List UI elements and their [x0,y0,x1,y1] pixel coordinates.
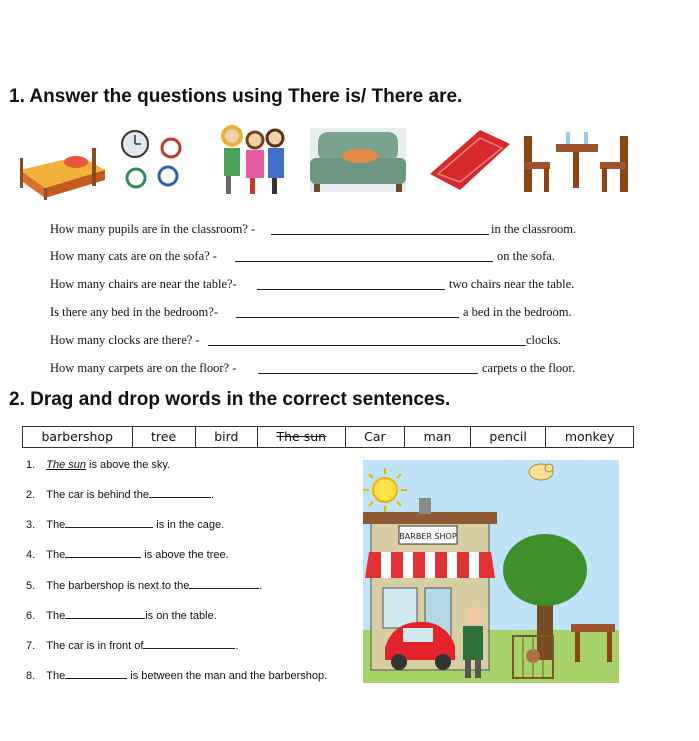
section-1-title: 1. Answer the questions using There is/ There are. [9,86,463,107]
carpet-picture [430,130,510,190]
answer-suffix-2: on the sofa. [497,249,555,263]
pictures-row [10,118,650,200]
sentence-4-blank[interactable] [65,557,141,558]
answer-suffix-1: in the classroom. [491,222,577,236]
answer-blank-1[interactable] [271,234,489,235]
sentence-2-blank[interactable] [149,497,211,498]
sentence-number: 1. [26,459,36,471]
answer-blank-5[interactable] [208,345,526,346]
sentence-6-blank[interactable] [65,618,145,619]
sentence-6 [26,610,217,622]
sofa-with-cat-picture [310,128,406,192]
bed-picture [20,148,105,200]
sentence-2-text: The car is behind the [46,489,149,501]
answer-suffix-6: carpets o the floor. [482,361,576,375]
sentence-5 [26,580,262,592]
sentence-number: 7. [26,640,36,652]
sentence-7-blank[interactable] [143,648,235,649]
answer-blank-3[interactable] [257,289,445,290]
answer-blank-4[interactable] [236,317,459,318]
sentence-number: 4. [26,549,36,561]
word-pencil[interactable]: pencil [471,427,546,447]
question-6: How many carpets are on the floor? - [50,361,237,375]
sentence-8-end: is between the man and the barbershop. [130,670,328,682]
sentence-6-end: is on the table. [145,610,217,622]
sentence-2-end: . [210,489,215,501]
answer-suffix-3: two chairs near the table. [449,277,575,291]
sentence-7-end: . [235,640,239,652]
sentence-5-blank[interactable] [189,588,259,589]
sentence-3 [26,519,224,531]
word-monkey[interactable]: monkey [564,429,615,444]
sentence-3-blank[interactable] [65,527,153,528]
word-bank [22,426,634,448]
question-4: Is there any bed in the bedroom?- [50,305,218,319]
sentence-8 [26,670,327,682]
sentence-4-end: is above the tree. [144,549,229,561]
sentence-4-text: The [46,549,66,561]
sentence-8-blank[interactable] [65,678,127,679]
sentence-7 [26,640,239,652]
answer-suffix-5: clocks. [526,333,562,347]
sentence-1-answer: The sun [46,459,86,471]
clocks-picture [122,131,180,187]
sentence-3-end: is in the cage. [156,519,225,531]
sentence-7-text: The car is in front of [46,640,144,652]
question-5: How many clocks are there? - [50,333,200,347]
sentence-number: 3. [26,519,36,531]
word-barbershop[interactable]: barbershop [23,427,133,447]
word-bird[interactable]: bird [196,427,258,447]
pupils-picture [223,127,284,194]
sentence-number: 5. [26,580,36,592]
sentence-3-text: The [46,519,66,531]
street-scene-picture [363,460,619,683]
sentence-1-text: is above the sky. [86,459,171,471]
sentence-1 [26,459,170,471]
sentence-4 [26,549,229,561]
sentence-5-text: The barbershop is next to the [46,580,190,592]
answer-blank-6[interactable] [258,373,478,374]
section-2-title: 2. Drag and drop words in the correct sentences. [9,389,451,410]
sentence-number: 2. [26,489,36,501]
sentence-5-end: . [259,580,263,592]
question-2: How many cats are on the sofa? - [50,249,217,263]
sentence-8-text: The [46,670,66,682]
bird-icon [529,464,553,480]
answer-blank-2[interactable] [235,261,493,262]
word-tree[interactable]: tree [133,427,196,447]
sentence-number: 6. [26,610,36,622]
sentence-6-text: The [46,610,66,622]
question-3: How many chairs are near the table?- [50,277,237,291]
chairs-and-table-picture [524,132,628,192]
word-car[interactable]: Car [346,427,406,447]
barbershop-sign-text: BARBER SHOP [399,532,457,541]
question-1: How many pupils are in the classroom? - [50,222,256,236]
sentence-number: 8. [26,670,36,682]
word-the-sun[interactable]: The sun [258,427,346,447]
word-man[interactable]: man [405,427,471,447]
sentence-2 [26,489,214,501]
answer-suffix-4: a bed in the bedroom. [463,305,572,319]
